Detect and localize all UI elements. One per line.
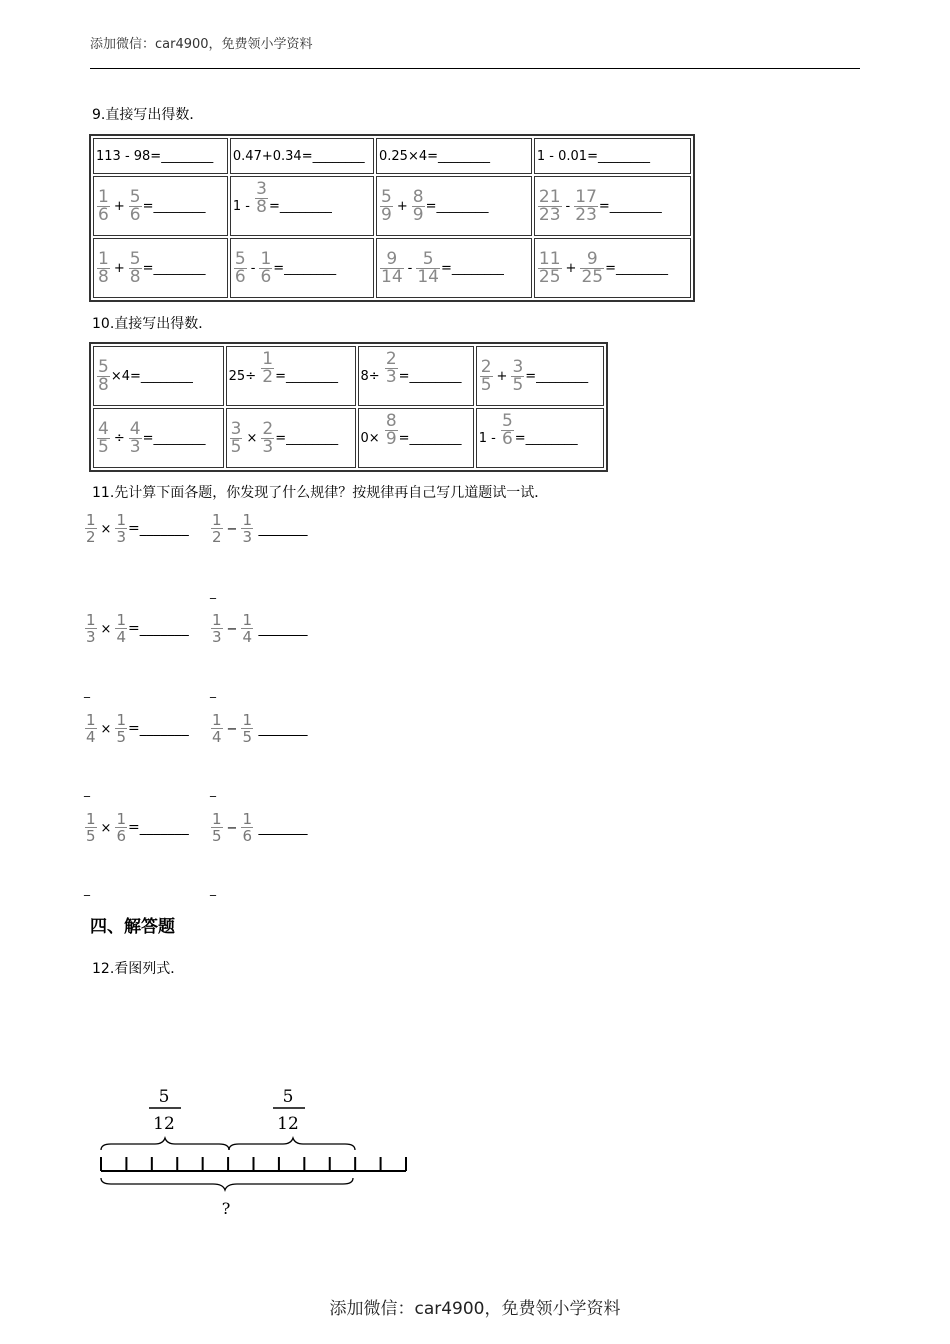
- q10-cell: 8÷ $\frac{2}{3}$ =________: [358, 346, 474, 406]
- q9-cell: $\frac{9}{14}$ - $\frac{5}{14}$ =________: [376, 238, 532, 298]
- fraction: $\frac{11}{25}$: [538, 248, 561, 287]
- q10-cell: $\frac{2}{5}$ + $\frac{3}{5}$ =________: [476, 346, 604, 406]
- fraction: $\frac{1}{5}$: [116, 711, 126, 746]
- fraction: $\frac{3}{5}$: [512, 356, 524, 395]
- answer-blank: _: [210, 882, 216, 896]
- q9-cell: 1 - $\frac{3}{8}$ =________: [230, 176, 374, 236]
- fraction: $\frac{5}{8}$: [98, 356, 109, 395]
- fraction: $\frac{1}{4}$: [242, 611, 252, 646]
- fraction: $\frac{1}{4}$: [212, 711, 222, 746]
- fraction: $\frac{1}{5}$: [86, 810, 96, 845]
- fraction: $\frac{1}{6}$: [116, 810, 126, 845]
- fraction: $\frac{21}{23}$: [538, 186, 561, 225]
- q9-cell: 0.25×4=________: [376, 138, 532, 174]
- answer-blank: _: [84, 783, 90, 797]
- q10-title: 10.直接写出得数．: [92, 316, 213, 332]
- q11-title: 11.先计算下面各题，你发现了什么规律？按规律再自己写几道题试一试．: [92, 485, 549, 501]
- q9-table: [89, 134, 695, 302]
- q11-subtract: $\frac{1}{5}$ − $\frac{1}{6}$ _______: [212, 810, 308, 845]
- fraction: $\frac{1}{2}$: [86, 511, 96, 546]
- fraction: $\frac{1}{3}$: [212, 611, 222, 646]
- q10-cell: 0× $\frac{8}{9}$ =________: [358, 408, 474, 468]
- segment-bar: [101, 1157, 406, 1171]
- q11-multiply: $\frac{1}{3}$ × $\frac{1}{4}$ =_______: [86, 611, 189, 646]
- q9-cell: 0.47+0.34=________: [230, 138, 374, 174]
- q10-cell: 1 - $\frac{5}{6}$ =________: [476, 408, 604, 468]
- fraction: $\frac{17}{23}$: [575, 186, 597, 225]
- q9-cell: 113 - 98=________: [93, 138, 228, 174]
- fraction: $\frac{1}{5}$: [242, 711, 252, 746]
- fraction: $\frac{5}{6}$: [129, 186, 141, 225]
- fraction: $\frac{1}{3}$: [116, 511, 126, 546]
- fraction: $\frac{9}{14}$: [381, 248, 403, 287]
- fraction-label-right: [273, 1087, 305, 1134]
- fraction-label-left: [149, 1087, 181, 1134]
- q11-multiply: $\frac{1}{5}$ × $\frac{1}{6}$ =_______: [86, 810, 189, 845]
- fraction: $\frac{1}{2}$: [212, 511, 222, 546]
- fraction: $\frac{3}{5}$: [230, 418, 242, 457]
- brace-right: [229, 1138, 355, 1150]
- q9-cell: 1 - 0.01=________: [534, 138, 691, 174]
- fraction: $\frac{2}{5}$: [480, 356, 492, 395]
- q10-cell: 25÷ $\frac{1}{2}$ =________: [226, 346, 356, 406]
- fraction-left-denominator: 12: [153, 1114, 175, 1134]
- q10-table: [89, 342, 608, 472]
- answer-blank: _: [210, 684, 216, 698]
- fraction: $\frac{5}{9}$: [381, 186, 392, 225]
- q11-subtract: $\frac{1}{4}$ − $\frac{1}{5}$ _______: [212, 711, 308, 746]
- q10-cell: $\frac{4}{5}$ ÷ $\frac{4}{3}$ =________: [93, 408, 224, 468]
- fraction: $\frac{1}{5}$: [212, 810, 222, 845]
- fraction: $\frac{1}{3}$: [242, 511, 252, 546]
- page-header: 添加微信：car4900，免费领小学资料: [90, 37, 313, 52]
- fraction: $\frac{1}{6}$: [98, 186, 109, 225]
- fraction: $\frac{2}{3}$: [385, 348, 397, 387]
- q9-title: 9.直接写出得数．: [92, 107, 204, 123]
- fraction: $\frac{1}{8}$: [98, 248, 109, 287]
- fraction: $\frac{4}{5}$: [98, 418, 109, 457]
- fraction: $\frac{1}{6}$: [260, 248, 272, 287]
- fraction: $\frac{1}{2}$: [262, 348, 274, 387]
- fraction: $\frac{9}{25}$: [581, 248, 604, 287]
- q11-subtract: $\frac{1}{3}$ − $\frac{1}{4}$ _______: [212, 611, 308, 646]
- q11-multiply: $\frac{1}{4}$ × $\frac{1}{5}$ =_______: [86, 711, 189, 746]
- page-footer: 添加微信：car4900，免费领小学资料: [329, 1299, 621, 1319]
- fraction: $\frac{5}{6}$: [501, 410, 513, 449]
- q11-subtract: $\frac{1}{2}$ − $\frac{1}{3}$ _______: [212, 511, 308, 546]
- fraction-left-numerator: 5: [158, 1087, 170, 1107]
- fraction: $\frac{1}{4}$: [116, 611, 126, 646]
- fraction: $\frac{5}{8}$: [129, 248, 141, 287]
- brace-bottom: [101, 1178, 353, 1190]
- section-title: 四、解答题: [90, 917, 175, 937]
- question-mark: ?: [221, 1199, 231, 1218]
- q9-cell: $\frac{5}{9}$ + $\frac{8}{9}$ =________: [376, 176, 532, 236]
- fraction: $\frac{8}{9}$: [412, 186, 424, 225]
- answer-blank: _: [210, 585, 216, 599]
- fraction: $\frac{2}{3}$: [262, 418, 274, 457]
- fraction: $\frac{8}{9}$: [385, 410, 397, 449]
- q9-cell: $\frac{5}{6}$ - $\frac{1}{6}$ =________: [230, 238, 374, 298]
- fraction: $\frac{5}{6}$: [234, 248, 246, 287]
- q9-cell: $\frac{11}{25}$ + $\frac{9}{25}$ =________: [534, 238, 691, 298]
- fraction: $\frac{1}{4}$: [86, 711, 96, 746]
- q12-diagram: [95, 1080, 415, 1220]
- q9-cell: $\frac{1}{8}$ + $\frac{5}{8}$ =________: [93, 238, 228, 298]
- fraction: $\frac{5}{14}$: [417, 248, 439, 287]
- q12-title: 12.看图列式．: [92, 961, 185, 977]
- answer-blank: _: [210, 783, 216, 797]
- q10-cell: $\frac{3}{5}$ × $\frac{2}{3}$ =________: [226, 408, 356, 468]
- fraction: $\frac{1}{3}$: [86, 611, 96, 646]
- q9-cell: $\frac{21}{23}$ - $\frac{17}{23}$ =________: [534, 176, 691, 236]
- q11-multiply: $\frac{1}{2}$ × $\frac{1}{3}$ =_______: [86, 511, 189, 546]
- fraction-right-numerator: 5: [282, 1087, 294, 1107]
- answer-blank: _: [84, 882, 90, 896]
- fraction: $\frac{4}{3}$: [129, 418, 141, 457]
- fraction: $\frac{1}{6}$: [242, 810, 252, 845]
- header-divider: [90, 68, 860, 69]
- answer-blank: _: [84, 684, 90, 698]
- q10-cell: $\frac{5}{8}$ ×4=________: [93, 346, 224, 406]
- brace-left: [101, 1138, 229, 1150]
- fraction: $\frac{3}{8}$: [256, 178, 267, 217]
- q9-cell: $\frac{1}{6}$ + $\frac{5}{6}$ =________: [93, 176, 228, 236]
- fraction-right-denominator: 12: [277, 1114, 299, 1134]
